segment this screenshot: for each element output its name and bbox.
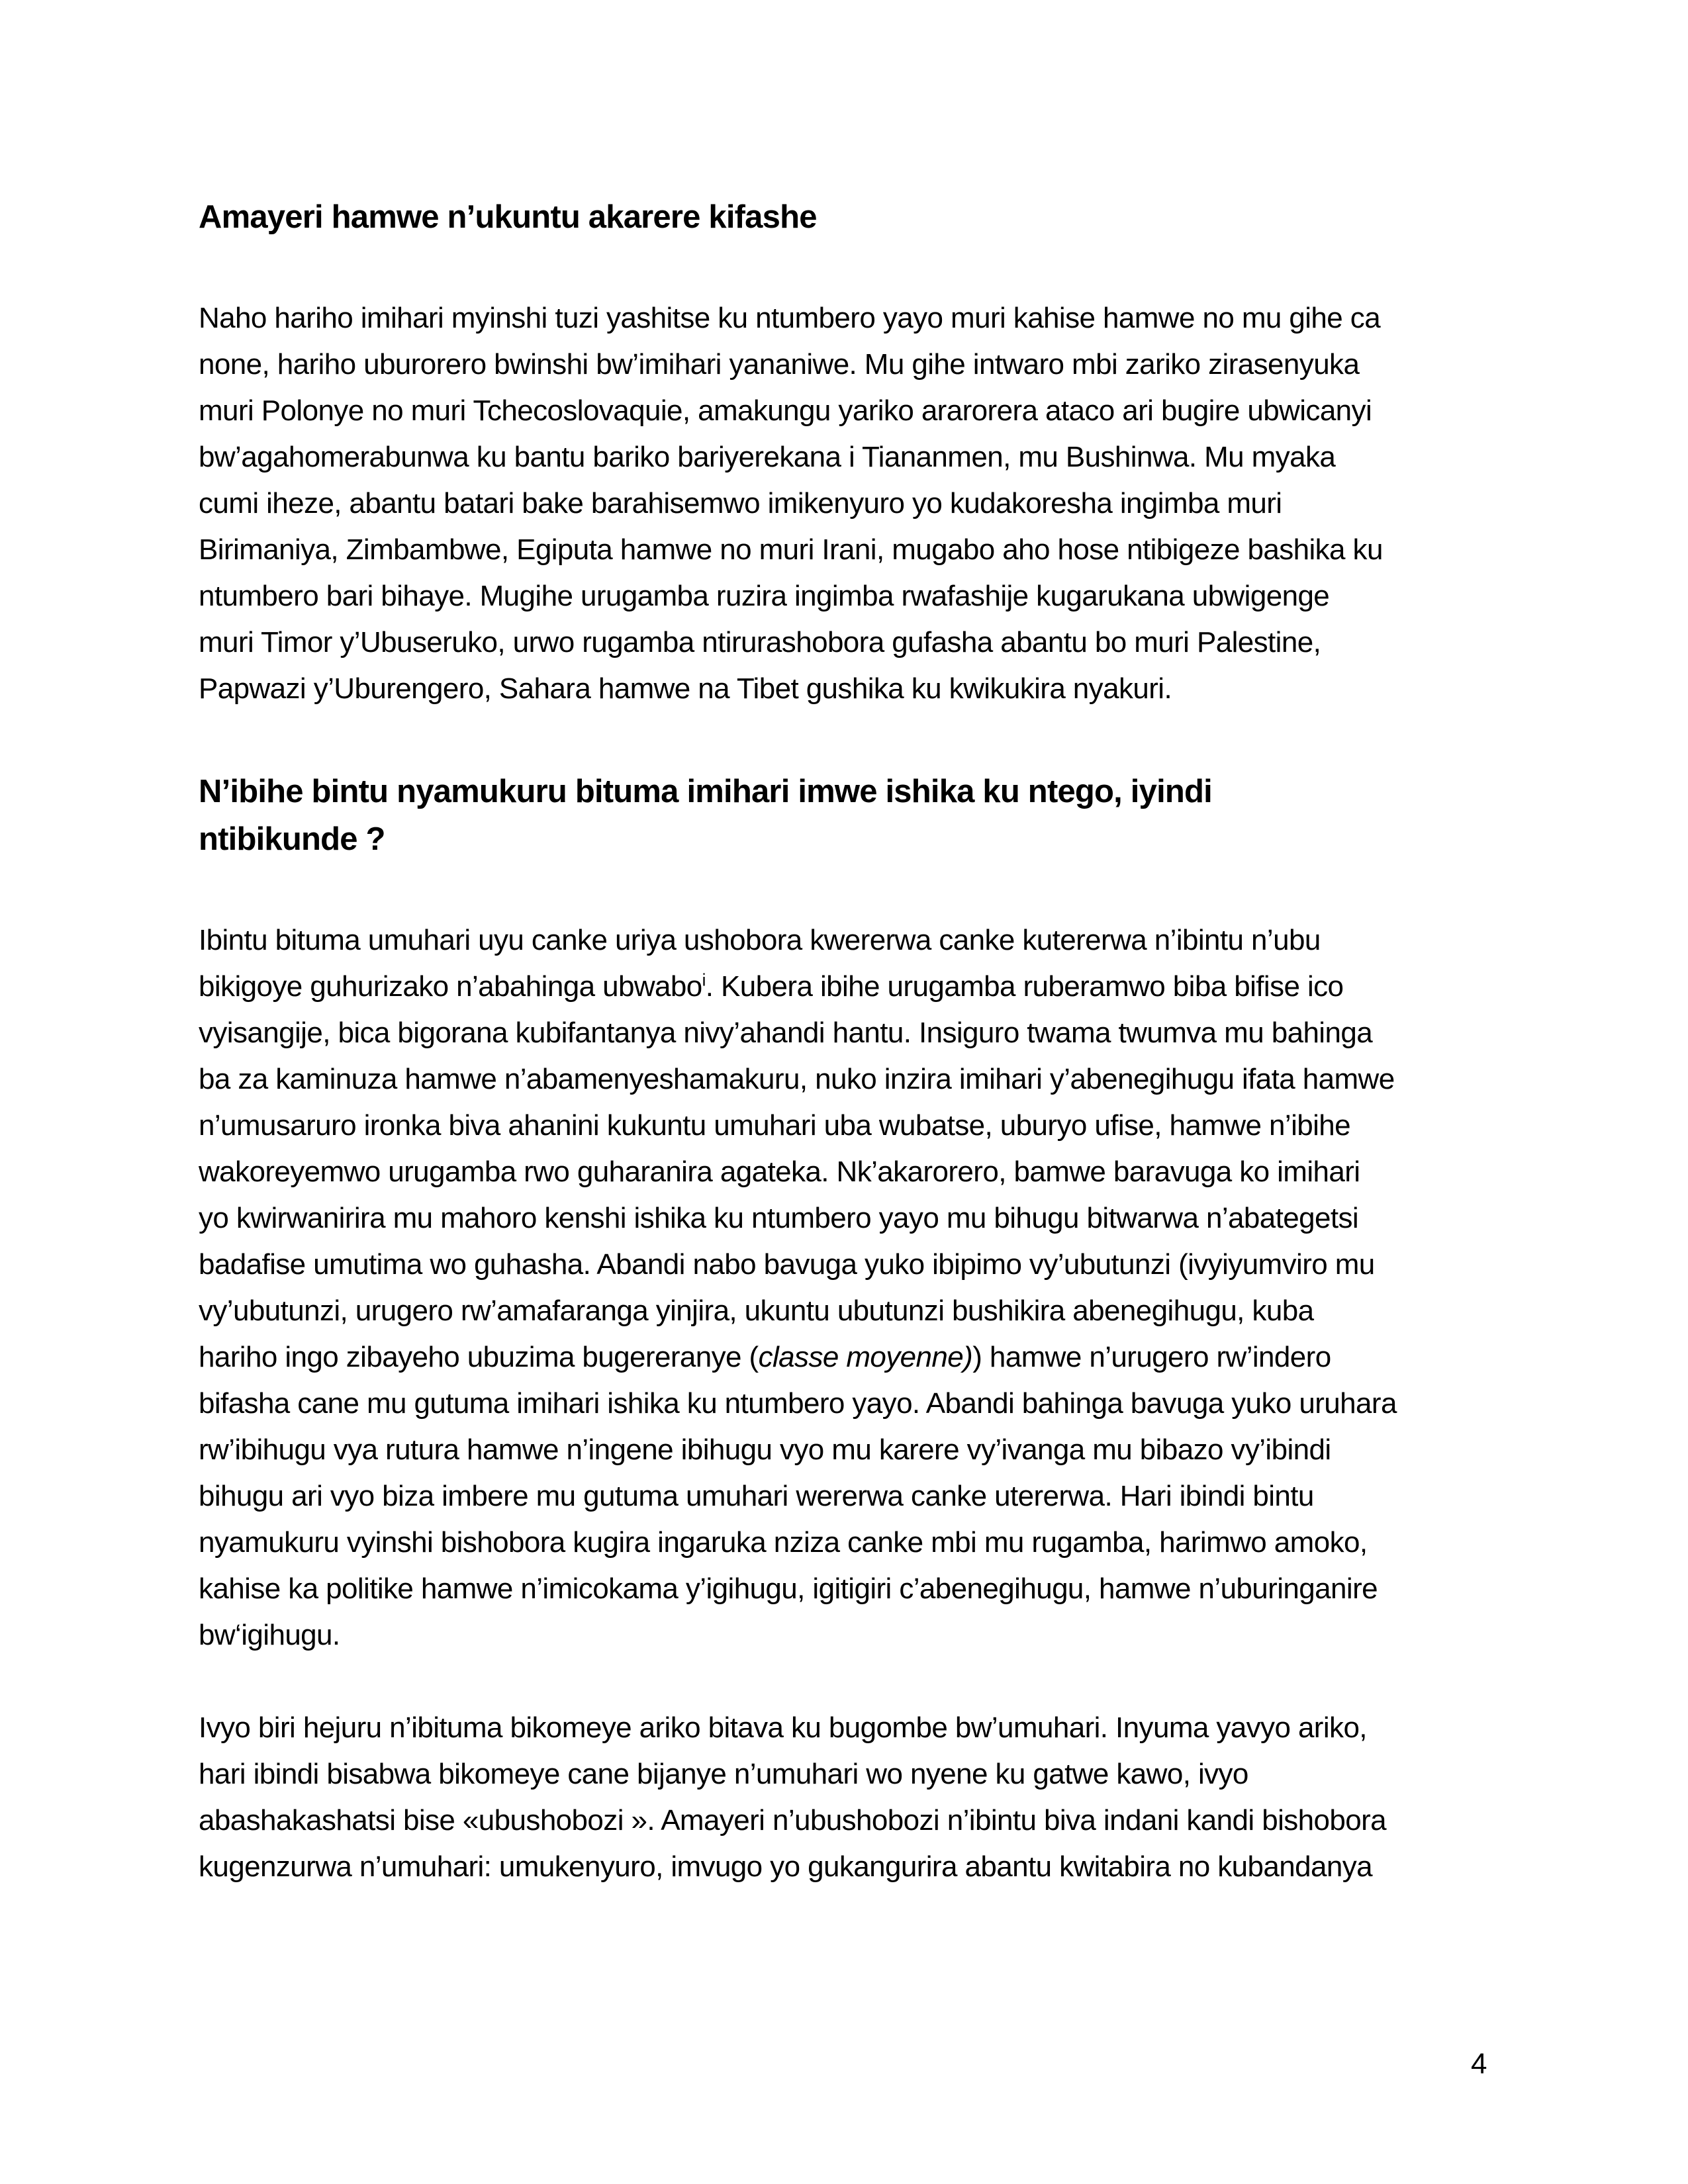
text-line: vy’ubutunzi, urugero rw’amafaranga yinjira, ukuntu ubutunzi bushikira abenegihugu, kuba xyxy=(199,1295,1314,1327)
text-line: bw’agahomerabunwa ku bantu bariko bariyerekana i Tiananmen, mu Bushinwa. Mu myaka xyxy=(199,441,1336,473)
text-line: ntumbero bari bihaye. Mugihe urugamba ruzira ingimba rwafashije kugarukana ubwigenge xyxy=(199,580,1330,612)
text-line xyxy=(199,1341,1331,1374)
text-line: cumi iheze, abantu batari bake barahisemwo imikenyuro yo kudakoresha ingimba muri xyxy=(199,487,1282,520)
italic-term: classe moyenne) xyxy=(758,1341,973,1373)
text-line: kahise ka politike hamwe n’imicokama y’igihugu, igitigiri c’abenegihugu, hamwe n’uburinganire xyxy=(199,1572,1378,1605)
text-line: bihugu ari vyo biza imbere mu gutuma umuhari wererwa canke utererwa. Hari ibindi bintu xyxy=(199,1480,1314,1512)
text-line: bw‘igihugu. xyxy=(199,1619,340,1651)
text-line: kugenzurwa n’umuhari: umukenyuro, imvugo yo gukangurira abantu kwitabira no kubandanya xyxy=(199,1850,1373,1883)
text-line: muri Timor y’Ubuseruko, urwo rugamba ntirurashobora gufasha abantu bo muri Palestine, xyxy=(199,626,1321,659)
text-line: rw’ibihugu vya rutura hamwe n’ingene ibihugu vyo mu karere vy’ivanga mu bibazo vy’ibindi xyxy=(199,1433,1331,1466)
heading-line: ntibikunde ? xyxy=(199,821,385,857)
heading-line: N’ibihe bintu nyamukuru bituma imihari imwe ishika ku ntego, iyindi xyxy=(199,774,1212,809)
text-line: bifasha cane mu gutuma imihari ishika ku ntumbero yayo. Abandi bahinga bavuga yuko uruhara xyxy=(199,1387,1397,1420)
text-segment: hariho ingo zibayeho ubuzima bugereranye ( xyxy=(199,1341,759,1373)
text-line: badafise umutima wo guhasha. Abandi nabo bavuga yuko ibipimo vy’ubutunzi (ivyiyumviro mu xyxy=(199,1248,1375,1281)
text-line: abashakashatsi bise «ubushobozi ». Amayeri n’ubushobozi n’ibintu biva indani kandi bishobora xyxy=(199,1804,1387,1837)
text-line: Ivyo biri hejuru n’ibituma bikomeye ariko bitava ku bugombe bw’umuhari. Inyuma yavyo ariko, xyxy=(199,1711,1367,1744)
text-segment: bikigoye guhurizako n’abahinga ubwabo xyxy=(199,970,702,1003)
text-line: nyamukuru vyinshi bishobora kugira ingaruka nziza canke mbi mu rugamba, harimwo amoko, xyxy=(199,1526,1368,1559)
text-line: Papwazi y’Uburengero, Sahara hamwe na Tibet gushika ku kwikukira nyakuri. xyxy=(199,672,1172,705)
footnote-marker[interactable]: i xyxy=(702,970,706,990)
text-line: Naho hariho imihari myinshi tuzi yashitse ku ntumbero yayo muri kahise hamwe no mu gihe ca xyxy=(199,302,1381,334)
page-number: 4 xyxy=(1471,2048,1487,2080)
text-line: yo kwirwanirira mu mahoro kenshi ishika ku ntumbero yayo mu bihugu bitwarwa n’abategetsi xyxy=(199,1202,1359,1234)
text-line: none, hariho uburorero bwinshi bw’imihari yananiwe. Mu gihe intwaro mbi zariko zirasenyuka xyxy=(199,348,1360,381)
text-line: muri Polonye no muri Tchecoslovaquie, amakungu yariko ararorera ataco ari bugire ubwicanyi xyxy=(199,394,1372,427)
text-segment: ) hamwe n’urugero rw’indero xyxy=(972,1341,1331,1373)
text-line: ba za kaminuza hamwe n’abamenyeshamakuru, nuko inzira imihari y’abenegihugu ifata hamwe xyxy=(199,1063,1395,1095)
text-line: wakoreyemwo urugamba rwo guharanira agateka. Nk’akarorero, bamwe baravuga ko imihari xyxy=(199,1156,1360,1188)
text-segment: . Kubera ibihe urugamba ruberamwo biba bifise ico xyxy=(705,970,1344,1003)
text-line: vyisangije, bica bigorana kubifantanya nivy’ahandi hantu. Insiguro twama twumva mu bahinga xyxy=(199,1017,1373,1049)
text-line xyxy=(199,970,1343,1003)
text-line: n’umusaruro ironka biva ahanini kukuntu umuhari uba wubatse, uburyo ufise, hamwe n’ibihe xyxy=(199,1109,1351,1142)
section-heading: Amayeri hamwe n’ukuntu akarere kifashe xyxy=(199,199,817,235)
text-line: Birimaniya, Zimbambwe, Egiputa hamwe no muri Irani, mugabo aho hose ntibigeze bashika ku xyxy=(199,533,1383,566)
text-line: hari ibindi bisabwa bikomeye cane bijanye n’umuhari wo nyene ku gatwe kawo, ivyo xyxy=(199,1758,1248,1790)
text-line: Ibintu bituma umuhari uyu canke uriya ushobora kwererwa canke kutererwa n’ibintu n’ubu xyxy=(199,924,1321,956)
